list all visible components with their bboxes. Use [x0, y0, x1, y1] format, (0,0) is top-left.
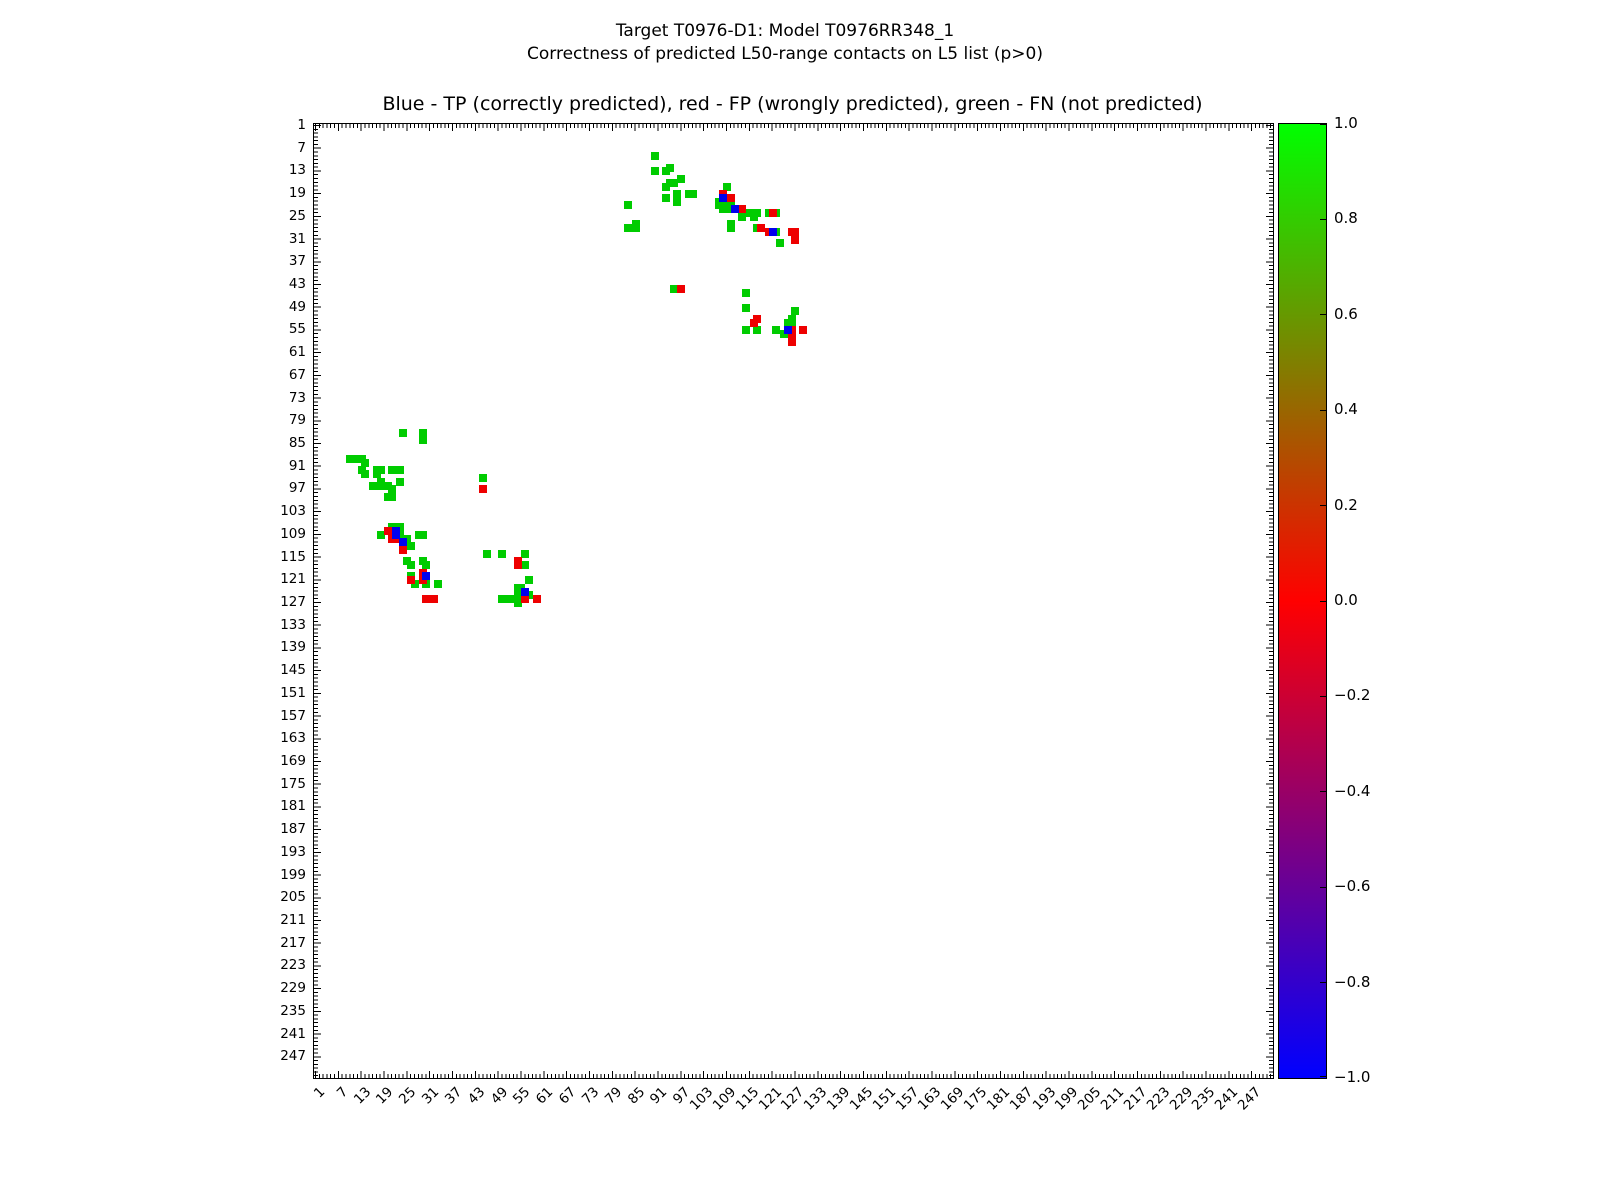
- y-tick-label: 223: [280, 957, 306, 974]
- marker-fn: [407, 542, 415, 550]
- marker-fn: [677, 175, 685, 183]
- plot-area: [313, 123, 1274, 1079]
- figure-title-line1: Target T0976-D1: Model T0976RR348_1: [615, 21, 955, 41]
- axes-title: Blue - TP (correctly predicted), red - FP (wrongly predicted), green - FN (not predicted): [382, 93, 1203, 115]
- colorbar-tick: [1320, 887, 1326, 888]
- colorbar-tick-label: −0.4: [1334, 781, 1371, 800]
- y-tick-label: 175: [280, 775, 306, 792]
- x-tick-label: 193: [1029, 1084, 1059, 1114]
- marker-fn: [673, 198, 681, 206]
- marker-fn: [670, 179, 678, 187]
- y-tick-label: 181: [280, 798, 306, 815]
- x-tick-label: 229: [1166, 1084, 1196, 1114]
- marker-tp: [422, 572, 430, 580]
- marker-fp: [479, 485, 487, 493]
- y-tick-label: 19: [288, 185, 306, 201]
- marker-fn: [750, 213, 758, 221]
- x-tick-label: 157: [892, 1084, 922, 1114]
- x-tick-label: 181: [983, 1084, 1014, 1114]
- x-tick-label: 31: [418, 1084, 443, 1108]
- marker-tp: [784, 326, 792, 334]
- marker-fn: [742, 304, 750, 312]
- marker-tp: [719, 194, 727, 202]
- x-axis-minor-ticks-top: [315, 124, 1273, 128]
- colorbar-tick: [1320, 314, 1326, 315]
- colorbar-tick-label: 0.4: [1334, 400, 1358, 419]
- marker-fn: [521, 550, 529, 558]
- x-tick-label: 7: [333, 1084, 352, 1102]
- colorbar-tick: [1320, 601, 1326, 602]
- y-tick-label: 1: [297, 116, 306, 133]
- x-tick-label: 109: [709, 1084, 740, 1114]
- x-tick-label: 115: [732, 1084, 763, 1114]
- marker-fn: [396, 466, 404, 474]
- x-tick-label: 73: [578, 1084, 603, 1108]
- y-axis-major-ticks-left: [314, 125, 321, 1078]
- y-tick-label: 133: [280, 616, 306, 633]
- y-tick-label: 79: [288, 412, 306, 429]
- marker-fn: [361, 470, 369, 478]
- marker-fp: [750, 319, 758, 327]
- y-tick-label: 127: [280, 593, 306, 610]
- marker-fp: [521, 595, 529, 603]
- x-tick-label: 121: [755, 1084, 785, 1114]
- marker-fp: [799, 326, 807, 334]
- y-tick-label: 217: [280, 934, 306, 951]
- y-tick-label: 121: [280, 571, 306, 588]
- x-tick-label: 235: [1189, 1084, 1219, 1114]
- x-axis-major-ticks-top: [315, 124, 1273, 131]
- x-tick-label: 187: [1006, 1084, 1037, 1114]
- y-axis-minor-ticks-right: [1269, 125, 1273, 1078]
- marker-fp: [738, 205, 746, 213]
- x-tick-label: 241: [1211, 1084, 1242, 1114]
- marker-fp: [727, 194, 735, 202]
- marker-fn: [753, 326, 761, 334]
- marker-fn: [651, 152, 659, 160]
- y-tick-label: 169: [280, 752, 306, 769]
- marker-fn: [419, 531, 427, 539]
- marker-fn: [399, 429, 407, 437]
- marker-fn: [419, 436, 427, 444]
- x-tick-label: 247: [1234, 1084, 1265, 1114]
- marker-fn: [624, 201, 632, 209]
- marker-fn: [498, 550, 506, 558]
- colorbar-tick-label: 0.2: [1334, 495, 1358, 514]
- figure-title: [0, 20, 1570, 66]
- y-tick-label: 115: [280, 548, 306, 565]
- y-tick-label: 91: [288, 457, 306, 474]
- figure-title-line2: Correctness of predicted L50-range contacts on L5 list (p>0): [527, 44, 1043, 64]
- x-tick-label: 169: [937, 1084, 968, 1114]
- y-tick-label: 199: [280, 866, 306, 883]
- y-tick-label: 235: [280, 1002, 306, 1019]
- y-tick-label: 247: [280, 1048, 306, 1065]
- y-tick-label: 73: [288, 389, 306, 406]
- colorbar-tick: [1320, 505, 1326, 506]
- y-tick-label: 55: [288, 321, 306, 338]
- colorbar-tick-label: 1.0: [1334, 114, 1358, 132]
- marker-fn: [738, 213, 746, 221]
- marker-fn: [483, 550, 491, 558]
- x-tick-label: 217: [1120, 1084, 1151, 1114]
- x-tick-label: 37: [441, 1084, 466, 1108]
- x-axis-major-ticks-bottom: [315, 1071, 1273, 1078]
- marker-fn: [727, 224, 735, 232]
- y-tick-label: 241: [280, 1025, 306, 1042]
- y-tick-label: 61: [288, 344, 306, 360]
- colorbar-tick-label: −0.2: [1334, 686, 1371, 705]
- marker-fp: [407, 576, 415, 584]
- marker-fp: [514, 561, 522, 569]
- marker-fp: [399, 546, 407, 554]
- marker-fn: [651, 167, 659, 175]
- marker-fn: [689, 190, 697, 198]
- x-tick-label: 145: [846, 1084, 877, 1114]
- colorbar-tick-label: −0.8: [1334, 972, 1371, 991]
- y-axis-minor-ticks-left: [314, 125, 318, 1078]
- y-tick-label: 37: [288, 253, 306, 270]
- x-tick-label: 61: [533, 1084, 557, 1108]
- y-tick-label: 31: [288, 230, 306, 247]
- y-tick-label: 49: [288, 298, 306, 315]
- marker-fn: [662, 167, 670, 175]
- marker-fp: [677, 285, 685, 293]
- y-axis-major-ticks-right: [1266, 125, 1273, 1078]
- x-tick-label: 97: [670, 1084, 694, 1108]
- y-tick-label: 103: [280, 503, 306, 519]
- y-tick-label: 163: [280, 730, 306, 747]
- x-tick-label: 55: [510, 1084, 534, 1108]
- marker-fp: [788, 338, 796, 346]
- marker-tp: [521, 588, 529, 596]
- x-tick-label: 127: [778, 1084, 808, 1114]
- x-tick-label: 223: [1143, 1084, 1174, 1114]
- x-axis-minor-ticks-bottom: [315, 1074, 1273, 1078]
- y-tick-label: 13: [288, 162, 306, 179]
- y-tick-label: 145: [280, 662, 306, 678]
- y-tick-label: 109: [280, 525, 306, 542]
- colorbar-tick-label: −1.0: [1334, 1068, 1371, 1086]
- marker-fn: [388, 493, 396, 501]
- y-tick-label: 67: [288, 366, 306, 383]
- colorbar-tick-label: −0.6: [1334, 877, 1371, 896]
- y-tick-label: 187: [280, 821, 306, 837]
- colorbar-tick-label: 0.8: [1334, 209, 1358, 228]
- y-tick-label: 211: [280, 911, 306, 928]
- x-tick-label: 79: [601, 1084, 626, 1108]
- y-tick-label: 205: [280, 889, 306, 906]
- colorbar-tick-label: 0.6: [1334, 304, 1358, 323]
- y-tick-label: 7: [297, 139, 306, 156]
- y-tick-label: 229: [280, 980, 306, 996]
- colorbar: [1278, 123, 1327, 1079]
- marker-fn: [662, 194, 670, 202]
- colorbar-tick: [1320, 791, 1326, 792]
- y-tick-label: 193: [280, 843, 306, 860]
- colorbar-tick: [1320, 410, 1326, 411]
- y-tick-label: 151: [280, 684, 306, 701]
- marker-fn: [632, 224, 640, 232]
- x-tick-label: 13: [350, 1084, 374, 1108]
- x-tick-label: 163: [915, 1084, 945, 1114]
- y-tick-label: 85: [288, 434, 306, 451]
- colorbar-tick: [1320, 1076, 1326, 1077]
- y-tick-label: 97: [288, 480, 306, 497]
- marker-fp: [769, 209, 777, 217]
- x-tick-label: 103: [686, 1084, 717, 1114]
- x-tick-label: 67: [555, 1084, 580, 1108]
- marker-fp: [430, 595, 438, 603]
- marker-tp: [731, 205, 739, 213]
- x-tick-label: 85: [624, 1084, 648, 1108]
- y-tick-label: 25: [288, 207, 306, 224]
- x-tick-label: 139: [823, 1084, 854, 1114]
- x-tick-label: 19: [373, 1084, 397, 1108]
- colorbar-tick: [1320, 124, 1326, 125]
- x-tick-label: 199: [1052, 1084, 1082, 1114]
- x-tick-label: 91: [647, 1084, 671, 1108]
- x-tick-label: 205: [1074, 1084, 1105, 1114]
- y-tick-label: 139: [280, 639, 306, 656]
- x-tick-label: 175: [960, 1084, 991, 1114]
- marker-fn: [407, 561, 415, 569]
- marker-fn: [396, 478, 404, 486]
- x-tick-label: 133: [800, 1084, 831, 1114]
- x-tick-label: 25: [396, 1084, 420, 1108]
- colorbar-tick: [1320, 982, 1326, 983]
- x-tick-label: 49: [487, 1084, 511, 1108]
- x-tick-label: 151: [869, 1084, 900, 1114]
- marker-fn: [525, 576, 533, 584]
- marker-fn: [434, 580, 442, 588]
- marker-fn: [742, 326, 750, 334]
- x-tick-label: 1: [310, 1084, 329, 1102]
- marker-fn: [479, 474, 487, 482]
- marker-tp: [399, 538, 407, 546]
- colorbar-tick: [1320, 219, 1326, 220]
- marker-fn: [742, 289, 750, 297]
- marker-fn: [662, 183, 670, 191]
- marker-tp: [769, 228, 777, 236]
- marker-fp: [533, 595, 541, 603]
- marker-fn: [776, 239, 784, 247]
- y-tick-label: 43: [288, 275, 306, 292]
- y-tick-label: 157: [280, 707, 306, 724]
- colorbar-tick-label: 0.0: [1334, 591, 1358, 609]
- x-tick-label: 211: [1097, 1084, 1128, 1114]
- marker-fp: [791, 236, 799, 244]
- marker-fn: [521, 561, 529, 569]
- x-tick-label: 43: [464, 1084, 489, 1108]
- colorbar-tick: [1320, 696, 1326, 697]
